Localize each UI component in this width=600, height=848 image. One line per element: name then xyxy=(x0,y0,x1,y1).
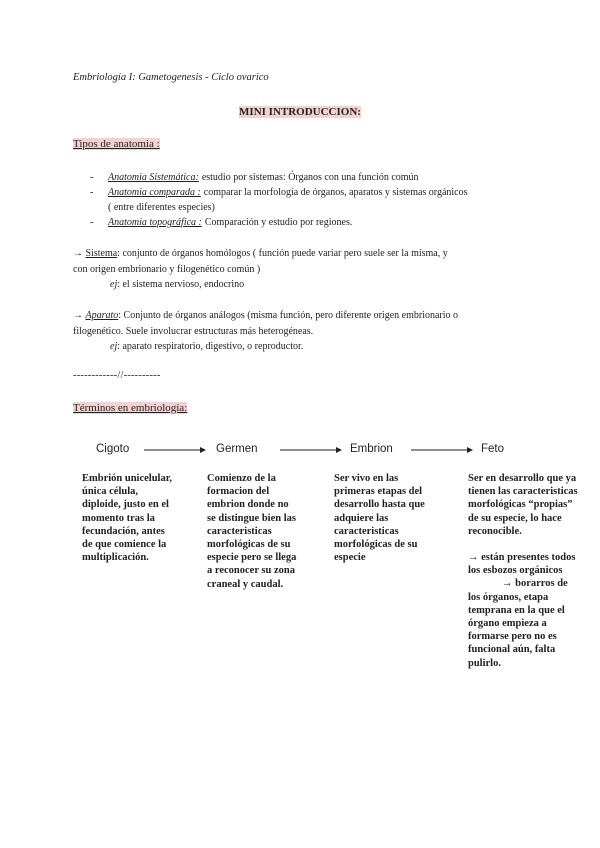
arrow-right-icon xyxy=(144,446,206,454)
stage-title-embrion: Embrion xyxy=(350,443,393,455)
list-item xyxy=(90,170,550,185)
stage-title-cigoto: Cigoto xyxy=(96,443,130,455)
aparato-paragraph xyxy=(73,308,533,355)
list-item-continuation: ( entre diferentes especies) xyxy=(108,202,215,213)
section-divider: ------------//---------- xyxy=(73,370,161,381)
sistema-example: : el sistema nervioso, endocrino xyxy=(117,279,245,290)
list-item xyxy=(90,215,550,230)
example-label: ej xyxy=(110,341,118,352)
term-definition: comparar la morfología de órganos, aparatos y sistemas orgánicos xyxy=(203,187,468,198)
stage-desc-feto xyxy=(468,472,580,670)
sistema-def-line1: : conjunto de órganos homólogos ( función puede variar pero suele ser la misma, y xyxy=(117,248,448,259)
arrow-right-icon xyxy=(411,446,473,454)
aparato-term: Aparato xyxy=(85,310,119,321)
sistema-def-line2: con origen embrionario y filogenético común ) xyxy=(73,263,261,275)
section-title-tipos-anatomia: Tipos de anatomia : xyxy=(73,138,160,150)
stage-title-germen: Germen xyxy=(216,443,258,455)
aparato-def-line1: : Conjunto de órganos análogos (misma función, pero diferente origen embrionario o xyxy=(118,310,459,321)
bullet-dash: - xyxy=(90,172,94,183)
term: Anatomia comparada : xyxy=(108,187,201,198)
stage-desc-cigoto xyxy=(82,472,174,564)
sistema-term: Sistema xyxy=(85,248,118,259)
aparato-example: : aparato respiratorio, digestivo, o reproductor. xyxy=(117,341,304,352)
term-definition: estudio por sistemas: Órganos con una función común xyxy=(201,172,419,183)
main-title-text: MINI INTRODUCCION: xyxy=(239,106,361,118)
example-label: ej xyxy=(110,279,118,290)
sistema-paragraph xyxy=(73,246,533,293)
bullet-dash: - xyxy=(90,217,94,228)
arrow-icon: → xyxy=(73,310,83,321)
stage-desc-text: Embrión unicelular, única célula, diploide, justo en el momento tras la fecundación, antes de que comience la multiplicación. xyxy=(82,473,173,564)
term-definition: Comparación y estudio por regiones. xyxy=(204,217,353,228)
stage-title-feto: Feto xyxy=(481,443,505,455)
stage-desc-text: Ser vivo en las primeras etapas del desarrollo hasta que adquiere las caracteristicas morfológicas de su especie xyxy=(334,473,425,564)
section-title-terminos: Términos en embriología: xyxy=(73,402,188,414)
aparato-def-line2: filogenético. Suele involucrar estructuras más heterogéneas. xyxy=(73,325,314,337)
stage-desc-embrion xyxy=(334,472,426,564)
arrow-right-icon xyxy=(280,446,342,454)
bullet-dash: - xyxy=(90,187,94,198)
stage-desc-text: Comienzo de la formacion del embrion donde no se distingue bien las caracteristicas morfológicas de su especie pero se llega a reconocer su zona craneal y caudal. xyxy=(207,473,297,590)
stage-desc-germen xyxy=(207,472,299,591)
arrow-icon: → xyxy=(73,248,83,259)
stage-desc-text: → borarros de los órganos, etapa temprana en la que el órgano empieza a formarse pero no es funcional aún, falta pulirlo. xyxy=(468,578,568,669)
term: Anatomia Sistemática: xyxy=(108,172,199,183)
term: Anatomia topográfica : xyxy=(108,217,202,228)
list-item xyxy=(90,185,550,200)
document-header: Embriología I: Gametogenesis - Ciclo ovarico xyxy=(73,72,269,83)
main-title xyxy=(0,106,600,118)
anatomy-types-list xyxy=(90,170,550,230)
stage-desc-text: Ser en desarrollo que ya tienen las caracteristicas morfológicas “propias” de su especie, lo hace reconocible. xyxy=(468,473,578,537)
stage-desc-text: → están presentes todos los esbozos orgánicos xyxy=(468,552,576,577)
